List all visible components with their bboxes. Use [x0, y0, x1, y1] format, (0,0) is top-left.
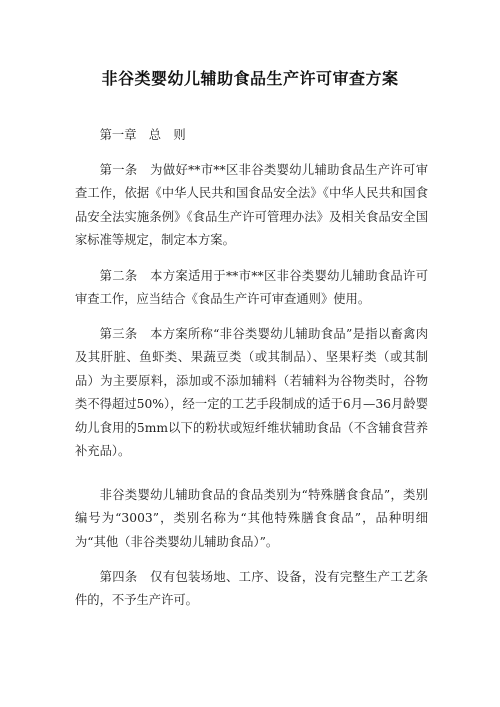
article-4-text: 第四条 仅有包装场地、工序、设备，没有完整生产工艺条件的，不予生产许可。 [75, 570, 428, 608]
article-3-category-paragraph [75, 484, 428, 554]
article-1-text: 第一条 为做好**市**区非谷类婴幼儿辅助食品生产许可审查工作，依据《中华人民共和国食品安全法》《中华人民共和国食品安全法实施条例》《食品生产许可管理办法》及相关食品安全国家标准等规定，制定本方案。 [75, 163, 428, 248]
chapter-heading [75, 124, 428, 147]
article-1 [75, 159, 428, 253]
article-3 [75, 323, 428, 463]
document-title: 非谷类婴幼儿辅助食品生产许可审查方案 [101, 69, 399, 88]
article-2 [75, 265, 428, 312]
article-2-text: 第二条 本方案适用于**市**区非谷类婴幼儿辅助食品许可审查工作，应当结合《食品生产许可审查通则》使用。 [75, 269, 428, 307]
article-3-text: 第三条 本方案所称“非谷类婴幼儿辅助食品”是指以畜禽肉及其肝脏、鱼虾类、果蔬豆类（或其制品）、坚果籽类（或其制品）为主要原料，添加或不添加辅料（若辅料为谷物类时，谷物类不得超过50%），经一定的工艺手段制成的适于6月—36月龄婴幼儿食用的5mm以下的粉状或短纤维状辅助食品（不含辅食营养补充品）。 [75, 327, 428, 459]
article-4 [75, 566, 428, 613]
chapter-heading-text: 第一章 总 则 [99, 128, 186, 142]
article-3-category-text: 非谷类婴幼儿辅助食品的食品类别为“特殊膳食食品”，类别编号为“3003”，类别名称为“其他特殊膳食食品”，品种明细为“其他（非谷类婴幼儿辅助食品）”。 [75, 488, 428, 549]
